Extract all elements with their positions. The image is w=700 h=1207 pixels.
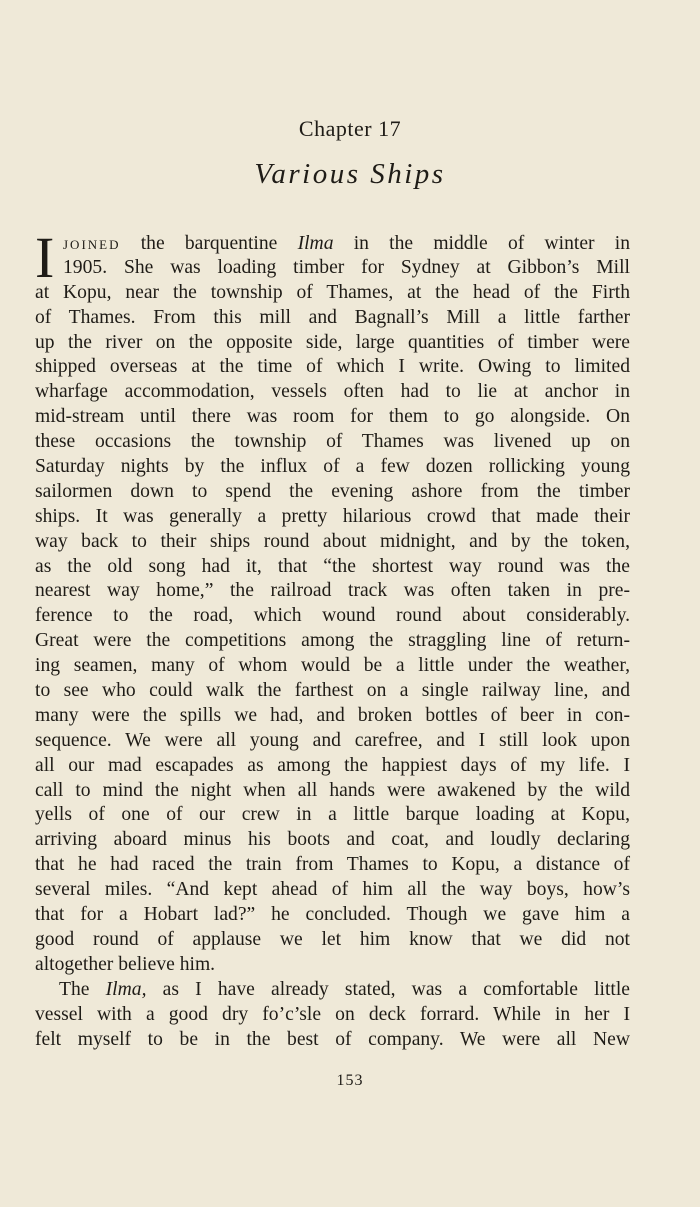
- text-line: at Kopu, near the township of Thames, at the head of the Firth: [35, 281, 630, 303]
- text-line: good round of applause we let him know that we did not: [35, 928, 630, 950]
- text-line: ing seamen, many of whom would be a little under the weather,: [35, 655, 630, 677]
- body-text: [35, 225, 631, 1052]
- ship-name: Ilma: [297, 233, 334, 254]
- text-span: the barquentine: [120, 233, 298, 254]
- text-line: ships. It was generally a pretty hilarious crowd that made their: [35, 505, 630, 527]
- text-span: as I have already stated, was a comfortable little: [146, 978, 630, 1000]
- text-line: sequence. We were all young and carefree, and I still look upon: [35, 729, 630, 751]
- text-line: call to mind the night when all hands were awakened by the wild: [35, 779, 630, 801]
- text-line: altogether believe him.: [35, 953, 216, 975]
- page-number: 153: [336, 1072, 364, 1089]
- text-line: [35, 978, 630, 1003]
- text-span: The: [59, 978, 106, 1000]
- text-line: many were the spills we had, and broken bottles of beer in con-: [35, 704, 630, 726]
- chapter-number: Chapter 17: [298, 116, 402, 141]
- text-line: to see who could walk the farthest on a single railway line, and: [35, 680, 630, 702]
- text-line: mid-stream until there was room for them to go alongside. On: [35, 406, 630, 428]
- drop-cap: I: [35, 225, 55, 290]
- text-line: [35, 231, 630, 256]
- text-line: yells of one of our crew in a little barque loading at Kopu,: [35, 804, 630, 826]
- text-line: up the river on the opposite side, large quantities of timber were: [35, 331, 630, 353]
- text-line: several miles. “And kept ahead of him all the way boys, how’s: [35, 879, 630, 901]
- text-line: shipped overseas at the time of which I write. Owing to limited: [35, 356, 630, 378]
- text-line: 1905. She was loading timber for Sydney at Gibbon’s Mill: [63, 256, 630, 278]
- text-line: arriving aboard minus his boots and coat, and loudly declaring: [35, 829, 630, 851]
- text-line: these occasions the township of Thames was livened up on: [35, 431, 630, 453]
- text-span: in the middle of winter in: [333, 233, 631, 254]
- text-line: that he had raced the train from Thames to Kopu, a distance of: [35, 854, 630, 876]
- text-line: felt myself to be in the best of company. We were all New: [35, 1028, 630, 1050]
- text-line: wharfage accommodation, vessels often had to lie at anchor in: [35, 381, 630, 403]
- text-line: as the old song had it, that “the shortest way round was the: [35, 555, 630, 577]
- text-line: way back to their ships round about midnight, and by the token,: [35, 530, 630, 552]
- text-line: ference to the road, which wound round about considerably.: [35, 605, 630, 627]
- text-line: Great were the competitions among the straggling line of return-: [35, 630, 630, 652]
- text-line: vessel with a good dry fo’c’sle on deck forrard. While in her I: [35, 1003, 630, 1025]
- text-line: all our mad escapades as among the happiest days of my life. I: [35, 754, 630, 776]
- paragraph-1: [35, 225, 631, 978]
- paragraph-2: [35, 978, 630, 1053]
- text-line: of Thames. From this mill and Bagnall’s Mill a little farther: [35, 306, 630, 328]
- text-line: sailormen down to spend the evening ashore from the timber: [35, 480, 630, 502]
- text-line: that for a Hobart lad?” he concluded. Though we gave him a: [35, 904, 630, 926]
- text-line: Saturday nights by the influx of a few dozen rollicking young: [35, 456, 630, 478]
- chapter-title: Various Ships: [254, 158, 446, 190]
- ship-name: Ilma,: [105, 978, 147, 1000]
- text-line: nearest way home,” the railroad track was often taken in pre-: [35, 580, 630, 602]
- opening-words: joined: [63, 233, 121, 253]
